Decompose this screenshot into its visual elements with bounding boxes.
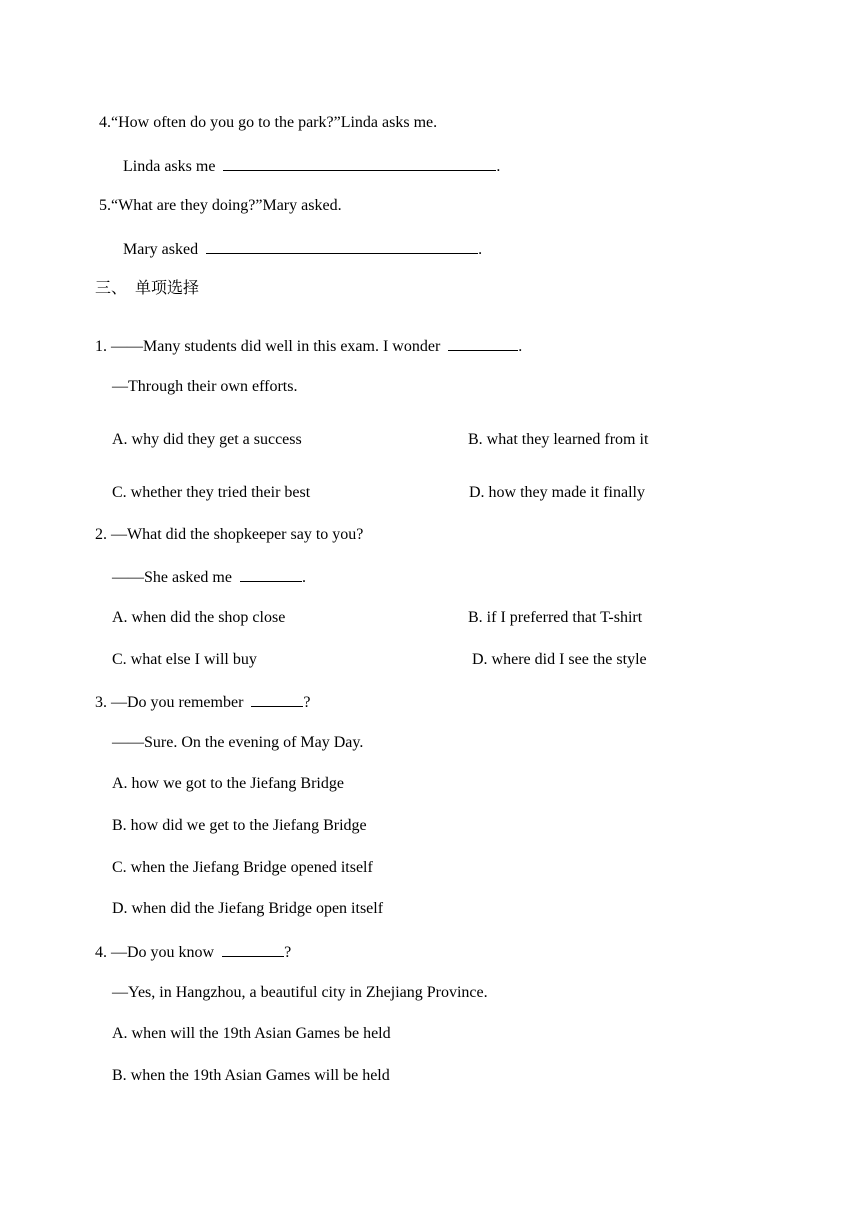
mcq-2-option-a[interactable]: A. when did the shop close xyxy=(112,609,286,626)
rewrite-question-4: 4.“How often do you go to the park?”Linda asks me. xyxy=(99,114,438,131)
rewrite-question-5: 5.“What are they doing?”Mary asked. xyxy=(99,197,342,214)
stem-end: . xyxy=(518,338,523,355)
mcq-3-option-c[interactable]: C. when the Jiefang Bridge opened itself xyxy=(112,859,373,876)
mcq-2-reply xyxy=(112,566,306,588)
answer-blank[interactable] xyxy=(251,691,303,707)
mcq-3-option-b[interactable]: B. how did we get to the Jiefang Bridge xyxy=(112,817,367,834)
mcq-4-option-a[interactable]: A. when will the 19th Asian Games be held xyxy=(112,1025,391,1042)
answer-suffix: . xyxy=(496,158,501,175)
mcq-4-reply: —Yes, in Hangzhou, a beautiful city in Zhejiang Province. xyxy=(112,984,488,1001)
mcq-3-option-a[interactable]: A. how we got to the Jiefang Bridge xyxy=(112,775,344,792)
mcq-1-reply: —Through their own efforts. xyxy=(112,378,298,395)
mcq-3-reply: ——Sure. On the evening of May Day. xyxy=(112,734,364,751)
mcq-2-stem: 2. —What did the shopkeeper say to you? xyxy=(95,526,364,543)
mcq-1-option-c[interactable]: C. whether they tried their best xyxy=(112,484,311,501)
answer-blank[interactable] xyxy=(240,566,302,582)
stem-end: ? xyxy=(303,694,311,711)
answer-prefix: Mary asked xyxy=(123,241,199,258)
mcq-3-stem xyxy=(95,691,311,713)
answer-blank[interactable] xyxy=(206,238,478,254)
answer-prefix: Linda asks me xyxy=(123,158,216,175)
stem-text: 3. —Do you remember xyxy=(95,694,244,711)
section-heading: 三、 单项选择 xyxy=(95,280,200,297)
reply-end: . xyxy=(301,569,306,586)
rewrite-answer-5 xyxy=(123,238,482,260)
stem-text: 4. —Do you know xyxy=(95,944,215,961)
stem-end: ? xyxy=(284,944,292,961)
answer-blank[interactable] xyxy=(223,155,496,171)
stem-text: 1. ——Many students did well in this exam. I wonder xyxy=(95,338,441,355)
mcq-2-option-b[interactable]: B. if I preferred that T-shirt xyxy=(468,609,643,626)
mcq-1-option-b[interactable]: B. what they learned from it xyxy=(468,431,649,448)
rewrite-answer-4 xyxy=(123,155,500,177)
mcq-2-option-c[interactable]: C. what else I will buy xyxy=(112,651,257,668)
mcq-1-stem xyxy=(95,335,522,357)
reply-text: ——She asked me xyxy=(112,569,232,586)
answer-blank[interactable] xyxy=(448,335,518,351)
mcq-2-option-d[interactable]: D. where did I see the style xyxy=(472,651,647,668)
answer-blank[interactable] xyxy=(222,941,284,957)
answer-suffix: . xyxy=(478,241,483,258)
mcq-3-option-d[interactable]: D. when did the Jiefang Bridge open itself xyxy=(112,900,384,917)
mcq-1-option-a[interactable]: A. why did they get a success xyxy=(112,431,302,448)
mcq-4-stem xyxy=(95,941,291,963)
mcq-4-option-b[interactable]: B. when the 19th Asian Games will be held xyxy=(112,1067,390,1084)
mcq-1-option-d[interactable]: D. how they made it finally xyxy=(469,484,645,501)
